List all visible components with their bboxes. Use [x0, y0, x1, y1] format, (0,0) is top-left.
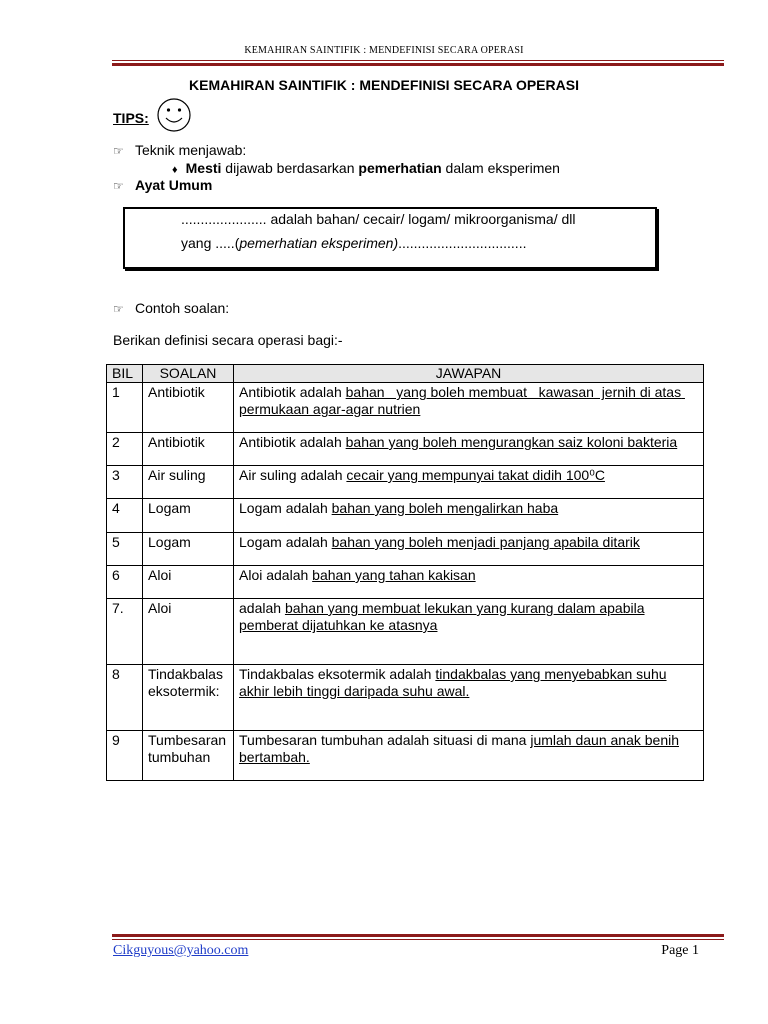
header-rule-thin	[112, 60, 724, 61]
cell-soalan: Aloi	[143, 599, 234, 665]
cell-jawapan: Aloi adalah bahan yang tahan kakisan	[234, 566, 704, 599]
page-title: KEMAHIRAN SAINTIFIK : MENDEFINISI SECARA OPERASI	[189, 77, 579, 93]
bullet-contoh: ☞ Contoh soalan:	[113, 300, 230, 316]
table-row	[107, 499, 704, 533]
footer-page-number: Page 1	[661, 943, 699, 958]
cell-soalan: Logam	[143, 533, 234, 566]
cell-soalan: Logam	[143, 499, 234, 533]
header-soalan: SOALAN	[143, 365, 234, 383]
running-header: KEMAHIRAN SAINTIFIK : MENDEFINISI SECARA OPERASI	[244, 45, 524, 56]
cell-bil: 4	[107, 499, 143, 533]
cell-soalan: Antibiotik	[143, 383, 234, 433]
table-row	[107, 383, 704, 433]
cell-jawapan: Tumbesaran tumbuhan adalah situasi di mana jumlah daun anak benih bertambah.	[234, 731, 704, 781]
pointing-hand-icon: ☞	[113, 179, 124, 193]
cell-soalan: Tumbesaran tumbuhan	[143, 731, 234, 781]
diamond-icon: ♦	[172, 164, 178, 176]
table-row	[107, 599, 704, 665]
header-rule-thick	[112, 63, 724, 66]
cell-bil: 1	[107, 383, 143, 433]
footer-rule-thin	[112, 939, 724, 940]
cell-jawapan: Logam adalah bahan yang boleh mengalirkan haba	[234, 499, 704, 533]
cell-bil: 8	[107, 665, 143, 731]
table-row	[107, 566, 704, 599]
cell-soalan: Air suling	[143, 466, 234, 499]
cell-soalan: Aloi	[143, 566, 234, 599]
general-sentence-box	[123, 207, 657, 269]
table-row	[107, 533, 704, 566]
cell-jawapan: Tindakbalas eksotermik adalah tindakbalas yang menyebabkan suhu akhir lebih tinggi daripada suhu awal.	[234, 665, 704, 731]
bullet-mesti: ♦ Mesti dijawab berdasarkan pemerhatian dalam eksperimen	[172, 160, 560, 176]
tips-label: TIPS:	[113, 110, 149, 126]
cell-bil: 7.	[107, 599, 143, 665]
cell-bil: 9	[107, 731, 143, 781]
cell-jawapan: adalah bahan yang membuat lekukan yang kurang dalam apabila pemberat dijatuhkan ke atasnya	[234, 599, 704, 665]
table-header-row	[107, 365, 704, 383]
cell-bil: 6	[107, 566, 143, 599]
box-line-1: ...................... adalah bahan/ cecair/ logam/ mikroorganisma/ dll	[181, 211, 576, 227]
header-jawapan: JAWAPAN	[234, 365, 704, 383]
cell-bil: 2	[107, 433, 143, 466]
cell-bil: 3	[107, 466, 143, 499]
smiley-face-icon	[156, 97, 192, 133]
box-line-2: yang .....(pemerhatian eksperimen).................................	[181, 235, 527, 251]
cell-jawapan: Antibiotik adalah bahan yang boleh mengurangkan saiz koloni bakteria	[234, 433, 704, 466]
table-row	[107, 433, 704, 466]
footer-rule-thick	[112, 934, 724, 937]
cell-jawapan: Antibiotik adalah bahan yang boleh membuat kawasan jernih di atas permukaan agar-agar nutrien	[234, 383, 704, 433]
cell-soalan: Antibiotik	[143, 433, 234, 466]
table-row	[107, 731, 704, 781]
pointing-hand-icon: ☞	[113, 144, 124, 158]
cell-soalan: Tindakbalas eksotermik:	[143, 665, 234, 731]
pointing-hand-icon: ☞	[113, 302, 124, 316]
instruction-text: Berikan definisi secara operasi bagi:-	[113, 332, 343, 348]
header-bil: BIL	[107, 365, 143, 383]
bullet-teknik: ☞ Teknik menjawab:	[113, 142, 247, 158]
cell-jawapan: Air suling adalah cecair yang mempunyai takat didih 100⁰C	[234, 466, 704, 499]
cell-jawapan: Logam adalah bahan yang boleh menjadi panjang apabila ditarik	[234, 533, 704, 566]
bullet-ayat-umum: ☞ Ayat Umum	[113, 177, 213, 193]
table-row	[107, 665, 704, 731]
definition-table	[106, 364, 704, 781]
cell-bil: 5	[107, 533, 143, 566]
table-row	[107, 466, 704, 499]
footer-email-link[interactable]: Cikguyous@yahoo.com	[113, 943, 249, 958]
